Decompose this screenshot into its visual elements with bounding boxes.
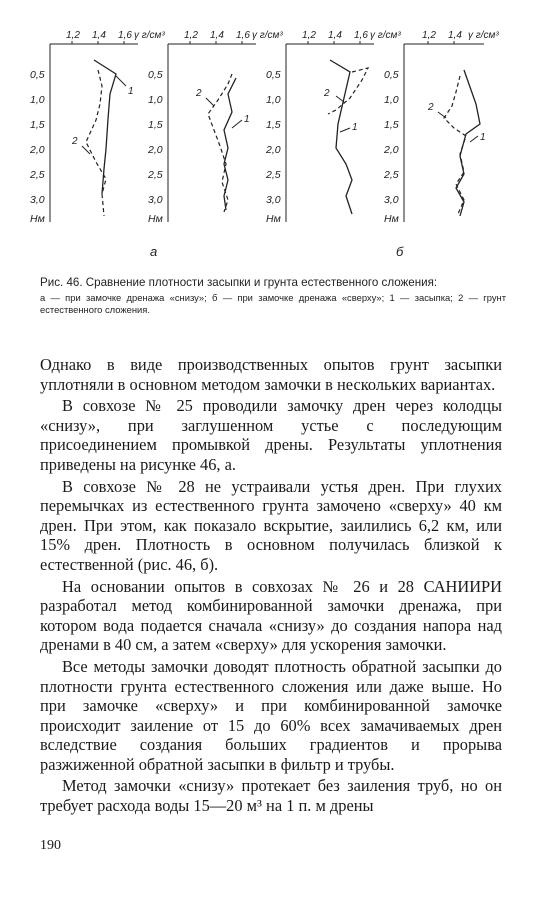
p1-tick-1: 1,4 xyxy=(92,30,106,41)
paragraph-1: Однако в виде производственных опытов грунт засыпки уплотняли в основном методом замочки в нескольких вариантах. xyxy=(40,355,502,394)
p4-tick-0: 1,2 xyxy=(422,30,436,41)
p3-tick-0: 1,2 xyxy=(302,30,316,41)
p2-curve-fill xyxy=(224,78,236,210)
p4-depth-1: 1,0 xyxy=(384,94,399,106)
p4-depth-5: 3,0 xyxy=(384,194,399,206)
p4-label-1: 1 xyxy=(480,132,486,143)
p3-label-1: 1 xyxy=(352,122,358,133)
p2-label-2: 2 xyxy=(196,88,202,99)
group-label-a: а xyxy=(150,244,158,259)
p1-curve-fill xyxy=(94,60,116,194)
p4-tick-1: 1,4 xyxy=(448,30,462,41)
figure-svg xyxy=(30,24,520,264)
page-number: 190 xyxy=(40,838,61,853)
panel-3 xyxy=(265,30,401,225)
p1-depth-5: 3,0 xyxy=(30,194,45,206)
p1-label-2: 2 xyxy=(72,136,78,147)
p3-label-2: 2 xyxy=(324,88,330,99)
caption-legend: а — при замочке дренажа «снизу»; б — при замочке дренажа «сверху»; 1 — засыпка; 2 — грунт естественного сложения. xyxy=(40,292,506,315)
p1-depth-3: 2,0 xyxy=(30,144,45,156)
p3-depth-5: 3,0 xyxy=(266,194,281,206)
figure-caption xyxy=(40,276,506,316)
p2-tick-1: 1,4 xyxy=(210,30,224,41)
paragraph-6: Метод замочки «снизу» протекает без заиления труб, но он требует расхода воды 15—20 м³ на 1 п. м дрены xyxy=(40,776,502,816)
body-text xyxy=(40,355,502,818)
p3-depth-unit: Нм xyxy=(266,213,281,225)
panel-1 xyxy=(30,30,165,225)
p4-depth-2: 1,5 xyxy=(384,119,399,131)
p2-depth-4: 2,5 xyxy=(148,169,163,181)
p1-tick-2: 1,6 xyxy=(118,30,132,41)
p1-depth-unit: Нм xyxy=(30,213,45,225)
p4-label-2: 2 xyxy=(428,102,434,113)
p1-curve-natural xyxy=(86,70,106,216)
caption-main: Рис. 46. Сравнение плотности засыпки и грунта естественного сложения: xyxy=(40,276,438,289)
p4-curve-fill xyxy=(456,70,480,216)
p2-depth-2: 1,5 xyxy=(148,119,163,131)
p1-depth-2: 1,5 xyxy=(30,119,45,131)
panel-2 xyxy=(147,30,283,225)
p4-depth-unit: Нм xyxy=(384,213,399,225)
p3-tick-2: 1,6 xyxy=(354,30,368,41)
p4-depth-0: 0,5 xyxy=(384,69,399,81)
figure-46 xyxy=(30,24,520,264)
paragraph-5: Все методы замочки доводят плотность обратной засыпки до плотности грунта естественного сложения или даже выше. Но при замочке «сверху» и при комбинированной замочке происходит заиление от 15 до 60% всех замачиваемых дрен вследствие создания больших градиентов и прорыва разжиженной обратной засыпки в фильтр и трубы. xyxy=(40,656,502,774)
p2-tick-0: 1,2 xyxy=(184,30,198,41)
p2-depth-3: 2,0 xyxy=(148,144,163,156)
p1-tick-0: 1,2 xyxy=(66,30,80,41)
p3-curve-natural xyxy=(328,68,368,114)
p1-label-1: 1 xyxy=(128,86,134,97)
p3-tick-1: 1,4 xyxy=(328,30,342,41)
p2-tick-2: 1,6 xyxy=(236,30,250,41)
p2-unit: γ г/см³ xyxy=(252,30,283,41)
p2-label-1: 1 xyxy=(244,114,250,125)
p2-depth-5: 3,0 xyxy=(148,194,163,206)
p2-depth-unit: Нм xyxy=(148,213,163,225)
p1-depth-4: 2,5 xyxy=(30,169,45,181)
p1-depth-0: 0,5 xyxy=(30,69,45,81)
paragraph-3: В совхозе № 28 не устраивали устья дрен. При глухих перемычках из естественного грунта замочено «сверху» 40 км дрен. При этом, как показало вскрытие, заилились 6,2 км, или 15% дрен. Плотность в основном получилась близкой к естественной (рис. 46, б). xyxy=(40,476,502,574)
p3-depth-3: 2,0 xyxy=(266,144,281,156)
paragraph-2: В совхозе № 25 проводили замочку дрен через колодцы «снизу», при заглушенном устье с последующим присоединением промывкой дрены. Результаты уплотнения приведены на рисунке 46, а. xyxy=(40,396,502,474)
p3-depth-4: 2,5 xyxy=(266,169,281,181)
p2-depth-0: 0,5 xyxy=(148,69,163,81)
p3-unit: γ г/см³ xyxy=(370,30,401,41)
p3-curve-fill xyxy=(330,60,352,214)
p3-depth-0: 0,5 xyxy=(266,69,281,81)
p4-depth-3: 2,0 xyxy=(384,144,399,156)
p1-depth-1: 1,0 xyxy=(30,94,45,106)
panel-4 xyxy=(383,30,499,225)
p4-depth-4: 2,5 xyxy=(384,169,399,181)
p4-unit: γ г/см³ xyxy=(468,30,499,41)
p2-depth-1: 1,0 xyxy=(148,94,163,106)
p3-depth-2: 1,5 xyxy=(266,119,281,131)
paragraph-4: На основании опытов в совхозах № 26 и 28 САНИИРИ разработал метод комбинированной замочки дренажа, при котором вода подается сначала «снизу» до создания напора над дренами в 40 см, а затем «сверху» для ускорения замочки. xyxy=(40,576,502,655)
group-label-b: б xyxy=(396,244,404,259)
p3-depth-1: 1,0 xyxy=(266,94,281,106)
p1-unit: γ г/см³ xyxy=(134,30,165,41)
